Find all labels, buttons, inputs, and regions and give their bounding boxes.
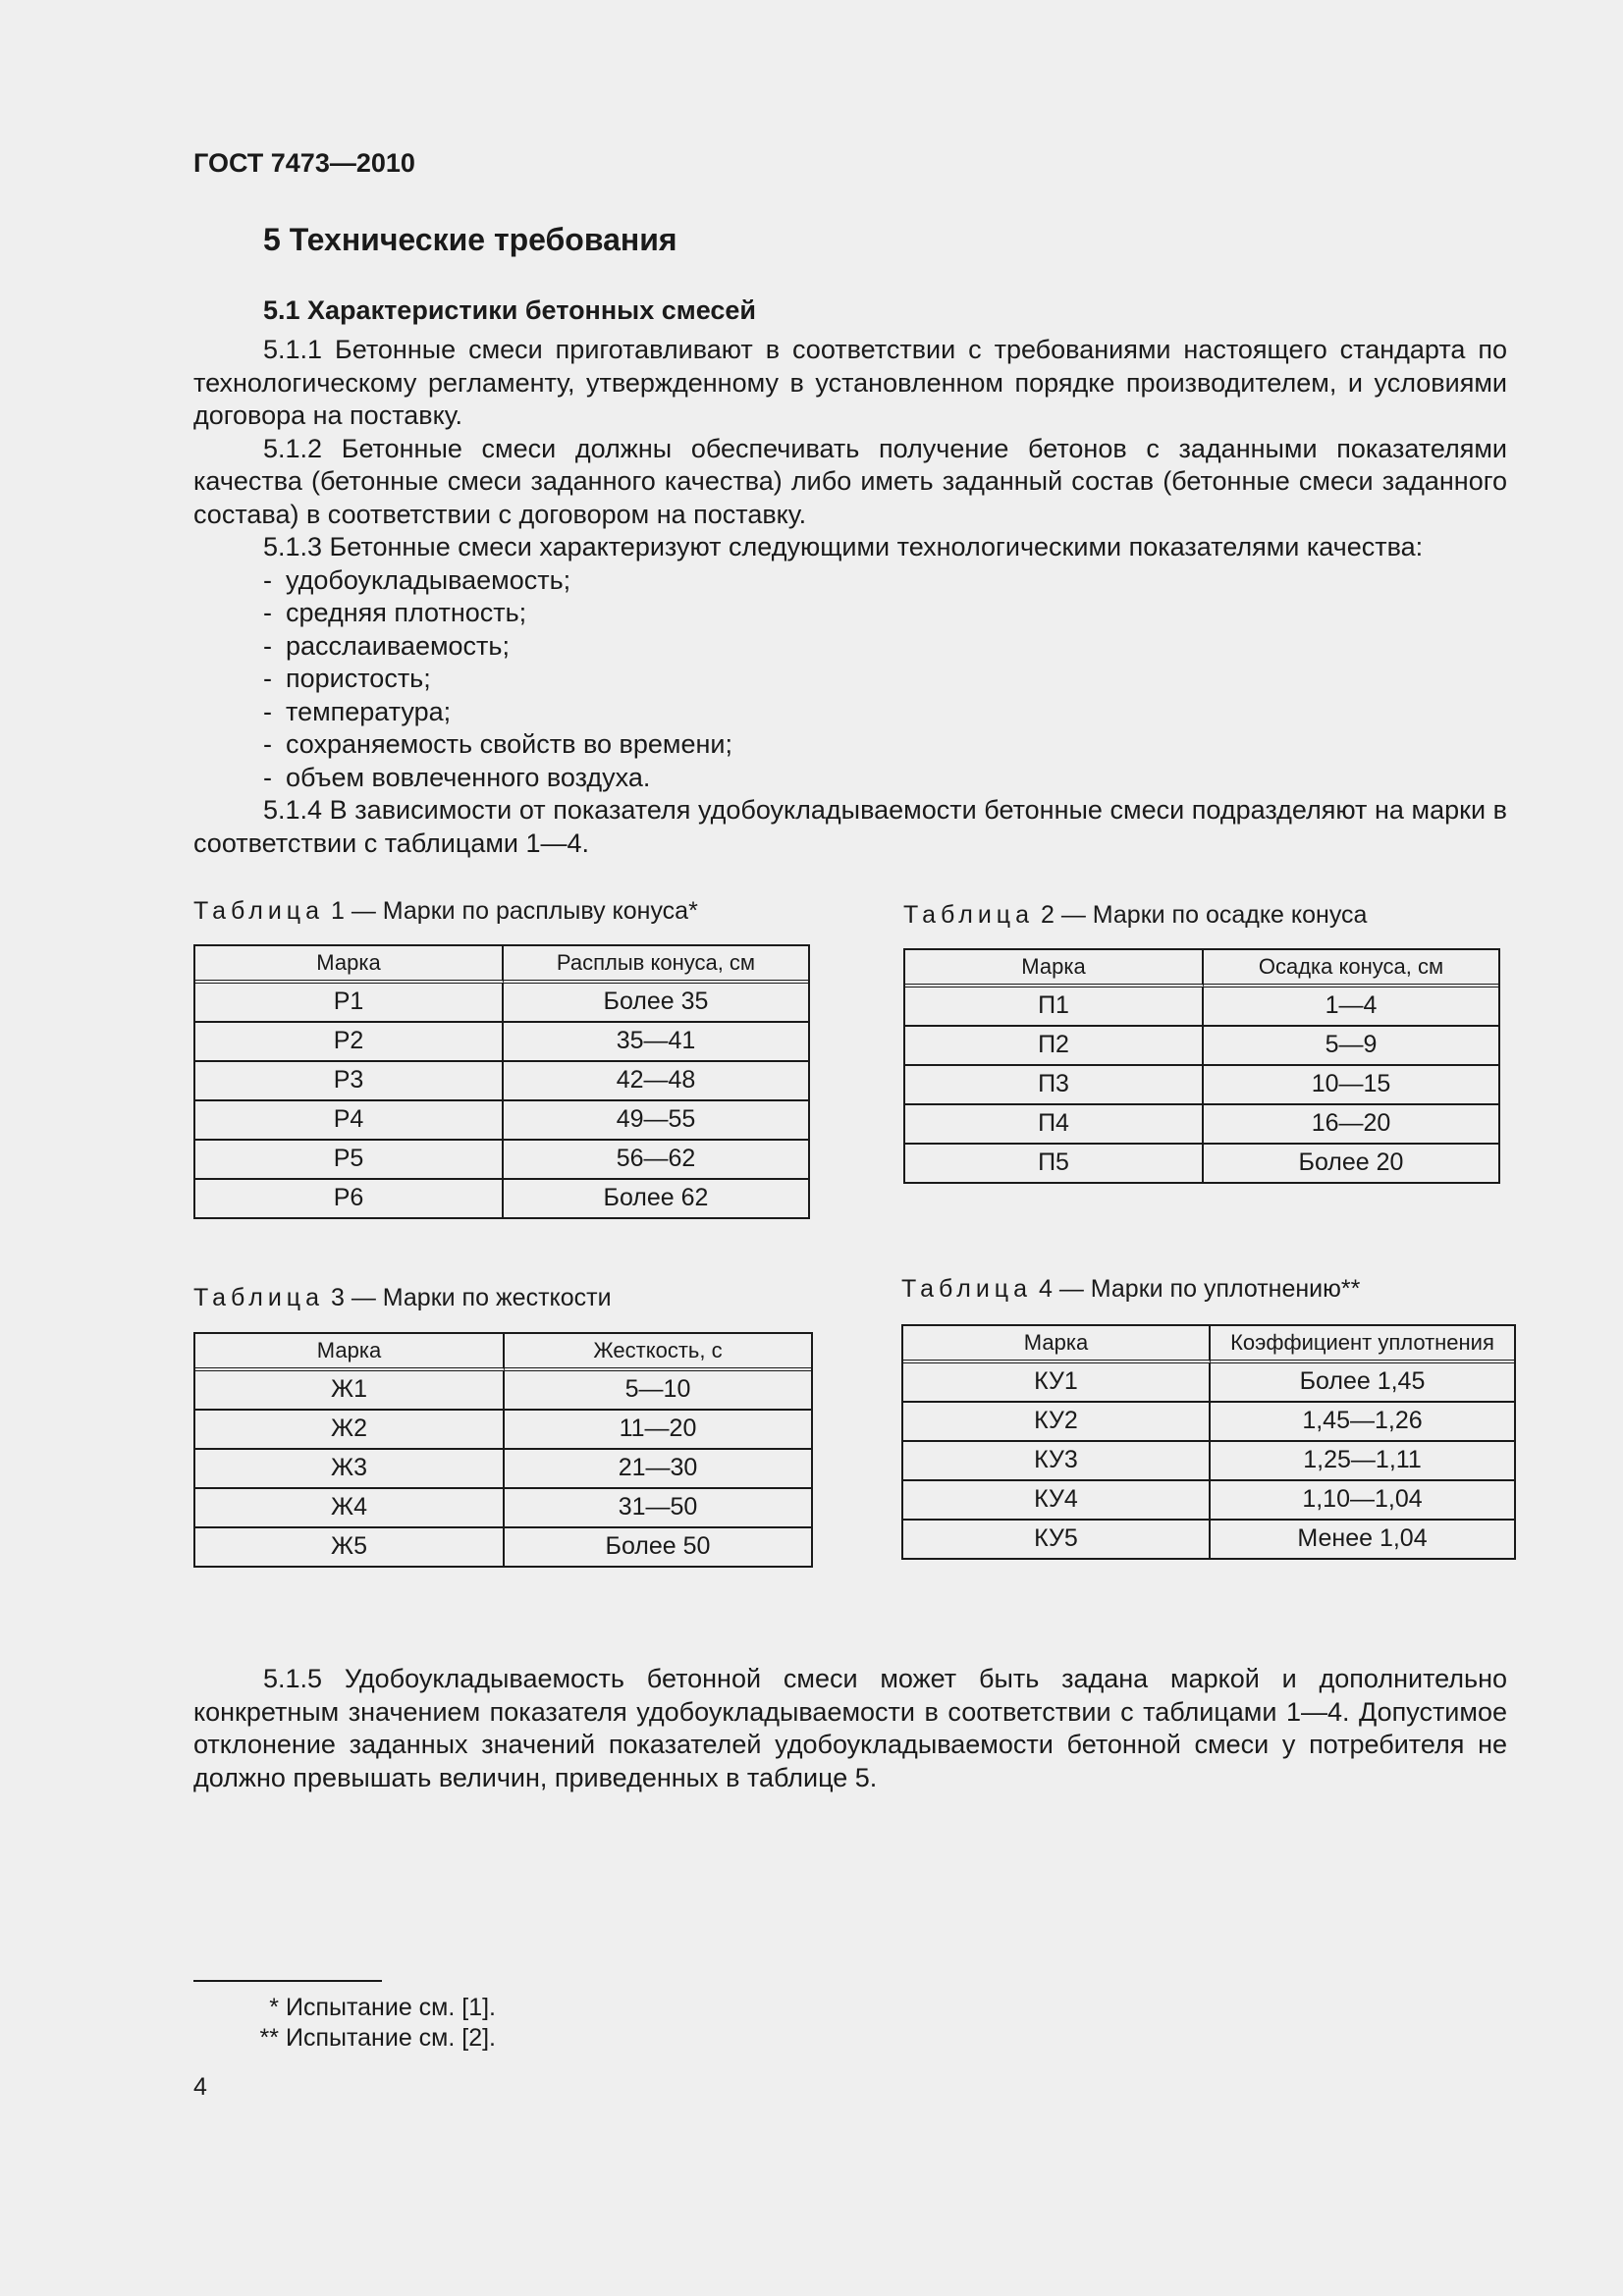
table-cell: КУ4 (903, 1481, 1211, 1521)
list-dash: - (263, 564, 272, 595)
page-number: 4 (193, 2073, 207, 2101)
table-cell: Более 50 (605, 1532, 711, 1561)
table-2-caption: Таблица 2 — Марки по осадке конуса (903, 901, 1368, 929)
footnote-mark: ** (259, 2024, 279, 2052)
table-row (903, 1521, 1514, 1558)
list-item: - сохраняемость свойств во времени; (193, 728, 1507, 762)
list-dash: - (263, 630, 272, 661)
list-item: - средняя плотность; (193, 597, 1507, 630)
column-header: Осадка конуса, см (1204, 950, 1498, 988)
list-item: - объем вовлеченного воздуха. (193, 762, 1507, 795)
table-cell: Более 35 (504, 984, 808, 1023)
paragraph-5-1-2: 5.1.2 Бетонные смеси должны обеспечивать получение бетонов с заданными показателями качества (бетонные смеси заданного качества) либо иметь заданный состав (бетонные смеси заданного состава) в соответствии с договором на поставку. (193, 433, 1507, 529)
column-header: Жесткость, с (505, 1334, 811, 1371)
list-dash: - (263, 729, 272, 759)
table-cell: Р4 (195, 1101, 504, 1141)
table-cell: Ж2 (195, 1411, 505, 1450)
table-4 (901, 1324, 1516, 1560)
list-dash: - (263, 598, 272, 627)
table-row (903, 1481, 1514, 1521)
section-title: 5 Технические требования (263, 222, 677, 257)
table-row (903, 1403, 1514, 1442)
paragraph-5-1-1: 5.1.1 Бетонные смеси приготавливают в соответствии с требованиями настоящего стандарта по технологическому регламенту, утвержденному в установленном порядке производителем, и условиями договора на поставку. (193, 335, 1507, 430)
table-cell: Более 62 (603, 1184, 709, 1212)
column-header: Коэффициент уплотнения (1211, 1326, 1514, 1363)
column-header: Марка (903, 1326, 1211, 1363)
list-item: - удобоукладываемость; (193, 564, 1507, 598)
table-row (195, 1180, 808, 1217)
table-row (195, 1141, 808, 1180)
list-item: - расслаиваемость; (193, 630, 1507, 664)
table-row (905, 1105, 1498, 1145)
table-cell: 1—4 (1204, 988, 1498, 1027)
table-row (195, 1101, 808, 1141)
paragraph-5-1-5: 5.1.5 Удобоукладываемость бетонной смеси может быть задана маркой и дополнительно конкретным значением показателя удобоукладываемости в соответствии с таблицами 1—4. Допустимое отклонение заданных значений показателей удобоукладываемости бетонной смеси у потребителя не должно превышать величин, приведенных в таблице 5. (193, 1664, 1507, 1792)
table-cell: 10—15 (1204, 1066, 1498, 1105)
table-cell: КУ1 (903, 1363, 1211, 1403)
footnote-text: Испытание см. [2]. (286, 2024, 496, 2052)
table-cell: Ж3 (195, 1450, 505, 1489)
table-cell: 16—20 (1204, 1105, 1498, 1145)
table-cell: Ж5 (195, 1528, 505, 1566)
table-cell: 56—62 (504, 1141, 808, 1180)
table-cell: Ж4 (195, 1489, 505, 1528)
table-cell: Более 20 (1298, 1148, 1404, 1177)
table-cell: Р6 (195, 1180, 504, 1217)
table-row (195, 1371, 811, 1411)
footnote-text: Испытание см. [1]. (286, 1994, 496, 2021)
table-row (195, 1489, 811, 1528)
list-dash: - (263, 696, 272, 726)
table-cell: 31—50 (505, 1489, 811, 1528)
column-header: Расплыв конуса, см (504, 946, 808, 984)
table-row (195, 1023, 808, 1062)
table-cell: П3 (905, 1066, 1204, 1105)
table-cell: 49—55 (504, 1101, 808, 1141)
table-2 (903, 948, 1500, 1184)
list-item: - температура; (193, 696, 1507, 729)
table-header-row (903, 1326, 1514, 1363)
table-cell: Р1 (195, 984, 504, 1023)
table-row (905, 1027, 1498, 1066)
table-row (905, 1066, 1498, 1105)
list-item: - пористость; (193, 663, 1507, 696)
table-row (195, 1411, 811, 1450)
table-cell: Ж1 (195, 1371, 505, 1411)
table-cell: Более 1,45 (1211, 1363, 1514, 1403)
table-3-caption: Таблица 3 — Марки по жесткости (193, 1284, 612, 1311)
footnote-separator (193, 1980, 382, 1982)
column-header: Марка (195, 1334, 505, 1371)
column-header: Марка (905, 950, 1204, 988)
table-cell: Менее 1,04 (1297, 1524, 1428, 1553)
table-cell: КУ3 (903, 1442, 1211, 1481)
body-text (193, 334, 1507, 860)
table-cell: Р5 (195, 1141, 504, 1180)
table-cell: Р3 (195, 1062, 504, 1101)
list-dash: - (263, 664, 272, 693)
table-cell: 5—9 (1204, 1027, 1498, 1066)
table-cell: Р2 (195, 1023, 504, 1062)
table-4-caption: Таблица 4 — Марки по уплотнению** (901, 1275, 1361, 1303)
table-cell: КУ2 (903, 1403, 1211, 1442)
table-cell: 5—10 (505, 1371, 811, 1411)
paragraph-5-1-5-block (193, 1663, 1507, 1794)
table-cell: 21—30 (505, 1450, 811, 1489)
table-row (905, 988, 1498, 1027)
table-cell: 1,45—1,26 (1211, 1403, 1514, 1442)
table-cell: П5 (905, 1145, 1204, 1182)
table-1-caption: Таблица 1 — Марки по расплыву конуса* (193, 897, 698, 925)
table-cell: П2 (905, 1027, 1204, 1066)
table-row (195, 984, 808, 1023)
table-header-row (905, 950, 1498, 988)
table-cell: 42—48 (504, 1062, 808, 1101)
column-header: Марка (195, 946, 504, 984)
table-cell: 1,25—1,11 (1211, 1442, 1514, 1481)
table-row (903, 1363, 1514, 1403)
table-row (905, 1145, 1498, 1182)
table-cell: 11—20 (505, 1411, 811, 1450)
standard-code: ГОСТ 7473—2010 (193, 148, 415, 178)
footnote-mark: * (269, 1994, 279, 2021)
table-row (195, 1450, 811, 1489)
subsection-title: 5.1 Характеристики бетонных смесей (263, 295, 757, 325)
quality-indicators-list (193, 564, 1507, 795)
table-cell: 1,10—1,04 (1211, 1481, 1514, 1521)
paragraph-5-1-4: 5.1.4 В зависимости от показателя удобоукладываемости бетонные смеси подразделяют на марки в соответствии с таблицами 1—4. (193, 795, 1507, 858)
table-3 (193, 1332, 813, 1568)
table-1 (193, 944, 810, 1219)
table-header-row (195, 1334, 811, 1371)
table-cell: П1 (905, 988, 1204, 1027)
table-row (195, 1062, 808, 1101)
table-cell: 35—41 (504, 1023, 808, 1062)
table-row (195, 1528, 811, 1566)
table-header-row (195, 946, 808, 984)
table-cell: П4 (905, 1105, 1204, 1145)
table-cell: КУ5 (903, 1521, 1211, 1558)
table-row (903, 1442, 1514, 1481)
list-dash: - (263, 762, 272, 792)
paragraph-5-1-3: 5.1.3 Бетонные смеси характеризуют следующими технологическими показателями качества: (263, 532, 1424, 561)
